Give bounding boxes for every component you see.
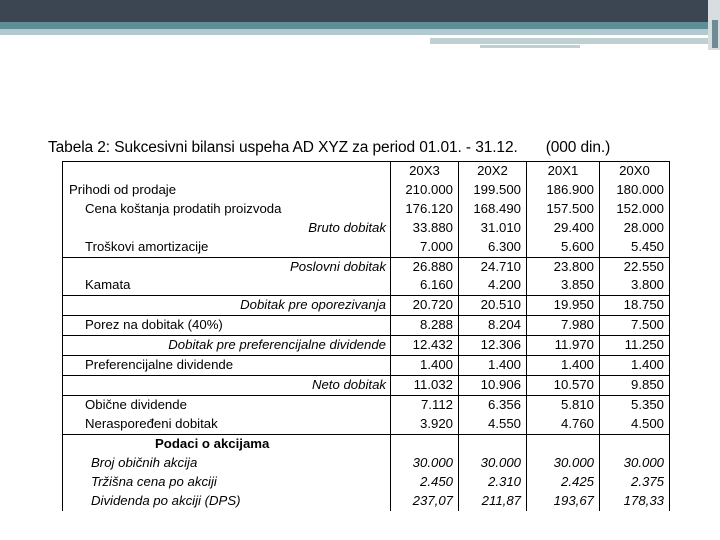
value-cell: 31.010 <box>459 219 527 238</box>
table-row-operating-profit <box>63 257 670 276</box>
value-cell: 23.800 <box>527 257 600 276</box>
value-cell: 2.450 <box>391 473 459 492</box>
row-label: Broj običnih akcija <box>63 454 391 473</box>
value-cell: 5.450 <box>600 238 670 257</box>
table-row-cogs <box>63 200 670 219</box>
value-cell: 30.000 <box>527 454 600 473</box>
table-row-tax <box>63 316 670 336</box>
table-row-sales <box>63 181 670 200</box>
value-cell: 20.720 <box>391 296 459 316</box>
row-label: Dobitak pre oporezivanja <box>63 296 391 316</box>
value-cell: 1.400 <box>459 356 527 376</box>
value-cell: 210.000 <box>391 181 459 200</box>
year-header: 20X2 <box>459 162 527 181</box>
row-label: Kamata <box>63 276 391 295</box>
income-statement-table <box>62 161 670 435</box>
value-cell: 2.425 <box>527 473 600 492</box>
row-label: Dividenda po akciji (DPS) <box>63 492 391 511</box>
year-header: 20X1 <box>527 162 600 181</box>
row-label: Poslovni dobitak <box>63 257 391 276</box>
table-row-market-price <box>63 473 670 492</box>
value-cell: 1.400 <box>527 356 600 376</box>
row-label: Prihodi od prodaje <box>63 181 391 200</box>
value-cell: 20.510 <box>459 296 527 316</box>
value-cell: 4.550 <box>459 415 527 434</box>
value-cell: 12.306 <box>459 336 527 356</box>
table-row-gross-profit <box>63 219 670 238</box>
value-cell: 1.400 <box>391 356 459 376</box>
value-cell: 180.000 <box>600 181 670 200</box>
value-cell: 6.356 <box>459 395 527 414</box>
value-cell: 7.112 <box>391 395 459 414</box>
table-row-retained-earnings <box>63 415 670 434</box>
row-label: Bruto dobitak <box>63 219 391 238</box>
value-cell: 176.120 <box>391 200 459 219</box>
table-row-depreciation <box>63 238 670 257</box>
value-cell: 178,33 <box>600 492 670 511</box>
row-label: Tržišna cena po akciji <box>63 473 391 492</box>
value-cell: 193,67 <box>527 492 600 511</box>
value-cell: 3.920 <box>391 415 459 434</box>
table-title-text: Tabela 2: Sukcesivni bilansi uspeha AD XYZ za period 01.01. - 31.12. <box>48 139 518 156</box>
table-row-net-profit <box>63 375 670 395</box>
row-label: Porez na dobitak (40%) <box>63 316 391 336</box>
row-label: Dobitak pre preferencijalne dividende <box>63 336 391 356</box>
table-row-interest <box>63 276 670 295</box>
top-bar <box>0 0 720 22</box>
value-cell: 199.500 <box>459 181 527 200</box>
teal-stripe <box>0 22 708 29</box>
value-cell: 7.980 <box>527 316 600 336</box>
empty-cell <box>527 435 600 454</box>
row-label: Neto dobitak <box>63 375 391 395</box>
value-cell: 2.375 <box>600 473 670 492</box>
value-cell: 6.300 <box>459 238 527 257</box>
top-bar-corner-accent <box>712 20 718 48</box>
value-cell: 18.750 <box>600 296 670 316</box>
value-cell: 30.000 <box>600 454 670 473</box>
empty-cell <box>459 435 527 454</box>
value-cell: 237,07 <box>391 492 459 511</box>
value-cell: 6.160 <box>391 276 459 295</box>
value-cell: 10.570 <box>527 375 600 395</box>
year-header: 20X3 <box>391 162 459 181</box>
value-cell: 5.600 <box>527 238 600 257</box>
value-cell: 12.432 <box>391 336 459 356</box>
value-cell: 186.900 <box>527 181 600 200</box>
value-cell: 8.288 <box>391 316 459 336</box>
value-cell: 26.880 <box>391 257 459 276</box>
empty-cell <box>600 435 670 454</box>
value-cell: 11.250 <box>600 336 670 356</box>
value-cell: 7.500 <box>600 316 670 336</box>
value-cell: 3.800 <box>600 276 670 295</box>
value-cell: 7.000 <box>391 238 459 257</box>
value-cell: 4.500 <box>600 415 670 434</box>
table-row-dps <box>63 492 670 511</box>
table-row-common-dividends <box>63 395 670 414</box>
value-cell: 5.810 <box>527 395 600 414</box>
row-label: Preferencijalne dividende <box>63 356 391 376</box>
value-cell: 33.880 <box>391 219 459 238</box>
value-cell: 10.906 <box>459 375 527 395</box>
value-cell: 157.500 <box>527 200 600 219</box>
value-cell: 24.710 <box>459 257 527 276</box>
accent-stripe-small <box>480 45 580 48</box>
table-row-common-shares <box>63 454 670 473</box>
value-cell: 3.850 <box>527 276 600 295</box>
year-header-row <box>63 162 670 181</box>
row-label: Cena koštanja prodatih proizvoda <box>63 200 391 219</box>
value-cell: 29.400 <box>527 219 600 238</box>
table-row-preferred-dividends <box>63 356 670 376</box>
value-cell: 11.032 <box>391 375 459 395</box>
value-cell: 28.000 <box>600 219 670 238</box>
share-data-table <box>62 434 670 511</box>
empty-cell <box>391 435 459 454</box>
value-cell: 11.970 <box>527 336 600 356</box>
table-title <box>48 139 610 157</box>
value-cell: 5.350 <box>600 395 670 414</box>
share-data-header-row <box>63 435 670 454</box>
value-cell: 8.204 <box>459 316 527 336</box>
value-cell: 4.200 <box>459 276 527 295</box>
row-label: Neraspoređeni dobitak <box>63 415 391 434</box>
value-cell: 19.950 <box>527 296 600 316</box>
share-data-header: Podaci o akcijama <box>63 435 391 454</box>
table-unit: (000 din.) <box>545 139 611 156</box>
value-cell: 30.000 <box>391 454 459 473</box>
row-label: Obične dividende <box>63 395 391 414</box>
value-cell: 168.490 <box>459 200 527 219</box>
value-cell: 2.310 <box>459 473 527 492</box>
value-cell: 30.000 <box>459 454 527 473</box>
table-row-profit-before-preferred <box>63 336 670 356</box>
row-label: Troškovi amortizacije <box>63 238 391 257</box>
value-cell: 9.850 <box>600 375 670 395</box>
value-cell: 22.550 <box>600 257 670 276</box>
value-cell: 1.400 <box>600 356 670 376</box>
year-header: 20X0 <box>600 162 670 181</box>
value-cell: 4.760 <box>527 415 600 434</box>
header-empty-cell <box>63 162 391 181</box>
value-cell: 152.000 <box>600 200 670 219</box>
table-row-ebt <box>63 296 670 316</box>
accent-stripe <box>430 38 708 44</box>
light-teal-stripe <box>0 29 708 35</box>
value-cell: 211,87 <box>459 492 527 511</box>
